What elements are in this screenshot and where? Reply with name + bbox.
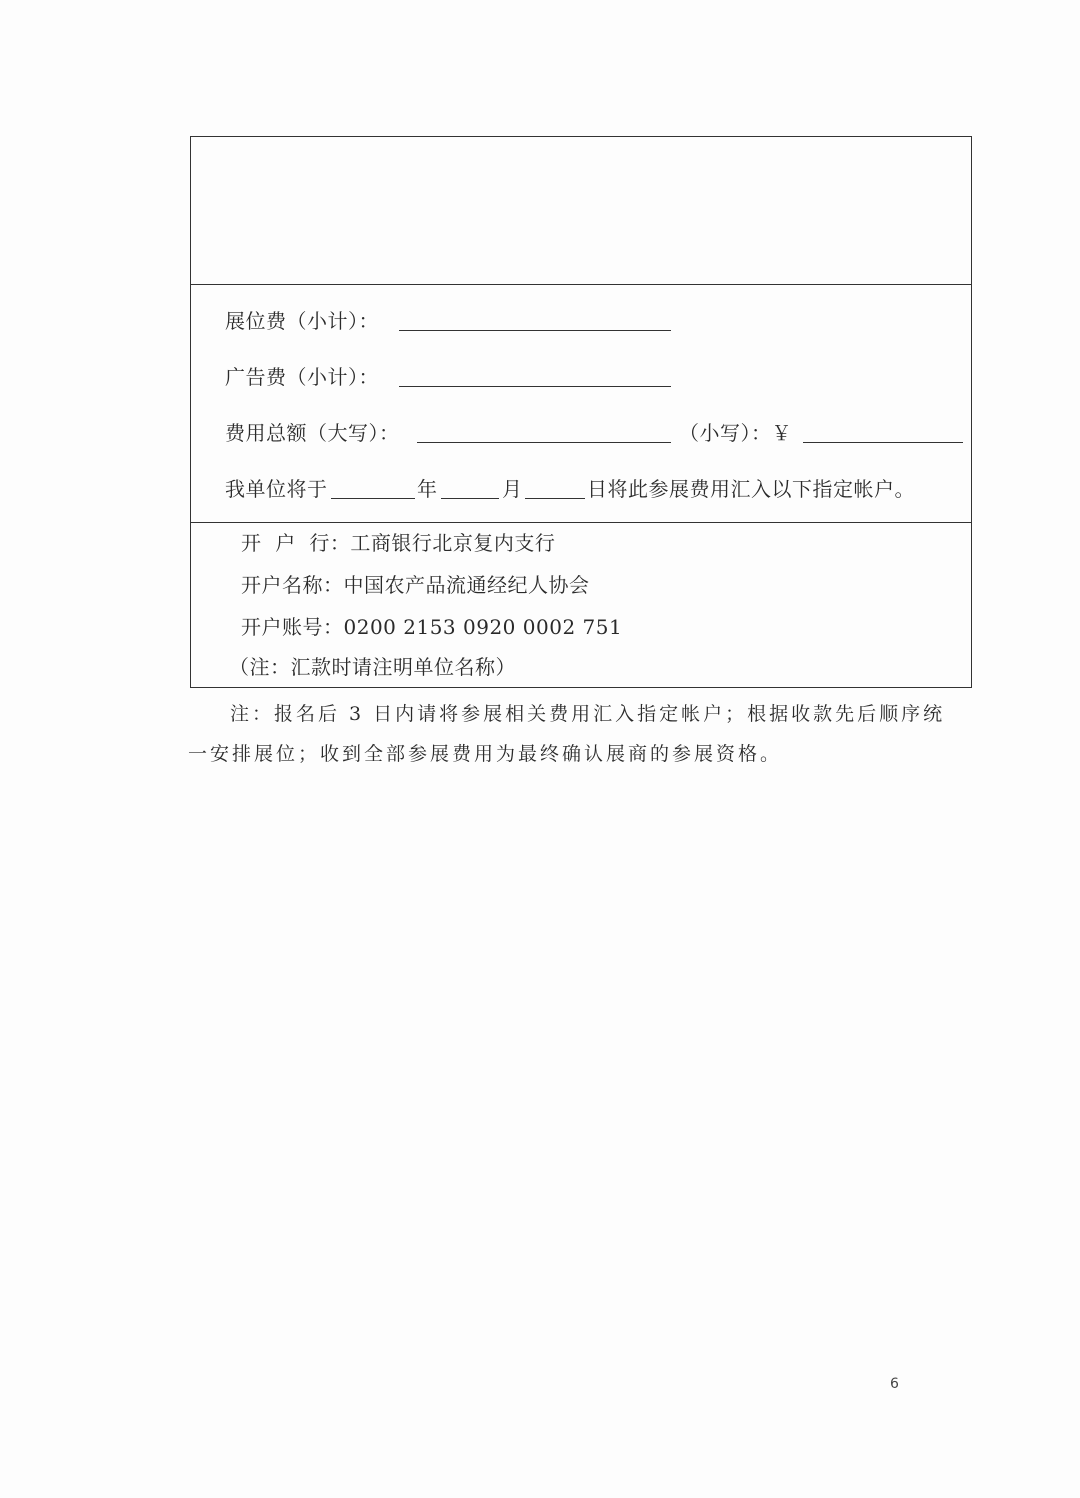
remit-prefix: 我单位将于 (225, 477, 328, 501)
remit-year-label: 年 (417, 477, 438, 501)
remit-remark-line: （注：汇款时请注明单位名称） (229, 655, 516, 679)
form-top-section (191, 137, 971, 285)
page-number: 6 (890, 1376, 899, 1392)
total-amount-label: 费用总额（大写）： (225, 421, 400, 445)
remit-year-blank[interactable] (331, 498, 415, 499)
remit-month-label: 月 (502, 477, 523, 501)
note-line-1: 注：报名后 3 日内请将参展相关费用汇入指定帐户；根据收款先后顺序统 (230, 703, 946, 725)
fee-section (191, 285, 971, 523)
booth-fee-blank[interactable] (399, 330, 671, 331)
total-amount-digits-blank[interactable] (803, 442, 963, 443)
remit-suffix: 日将此参展费用汇入以下指定帐户。 (587, 477, 915, 501)
booth-fee-label: 展位费（小计）： (225, 309, 379, 333)
account-name-line: 开户名称：中国农产品流通经纪人协会 (241, 573, 590, 597)
bank-name-line: 开 户 行：工商银行北京复内支行 (241, 531, 556, 555)
note-line-2: 一安排展位；收到全部参展费用为最终确认展商的参展资格。 (188, 743, 783, 765)
bank-account-section (191, 523, 971, 687)
ad-fee-blank[interactable] (399, 386, 671, 387)
total-amount-small-label: （小写）：￥ (679, 421, 792, 445)
registration-fee-form (190, 136, 972, 688)
account-number-line: 开户账号：0200 2153 0920 0002 751 (241, 615, 623, 639)
total-amount-words-blank[interactable] (417, 442, 671, 443)
ad-fee-label: 广告费（小计）： (225, 365, 379, 389)
remit-day-blank[interactable] (525, 498, 585, 499)
remit-month-blank[interactable] (441, 498, 499, 499)
